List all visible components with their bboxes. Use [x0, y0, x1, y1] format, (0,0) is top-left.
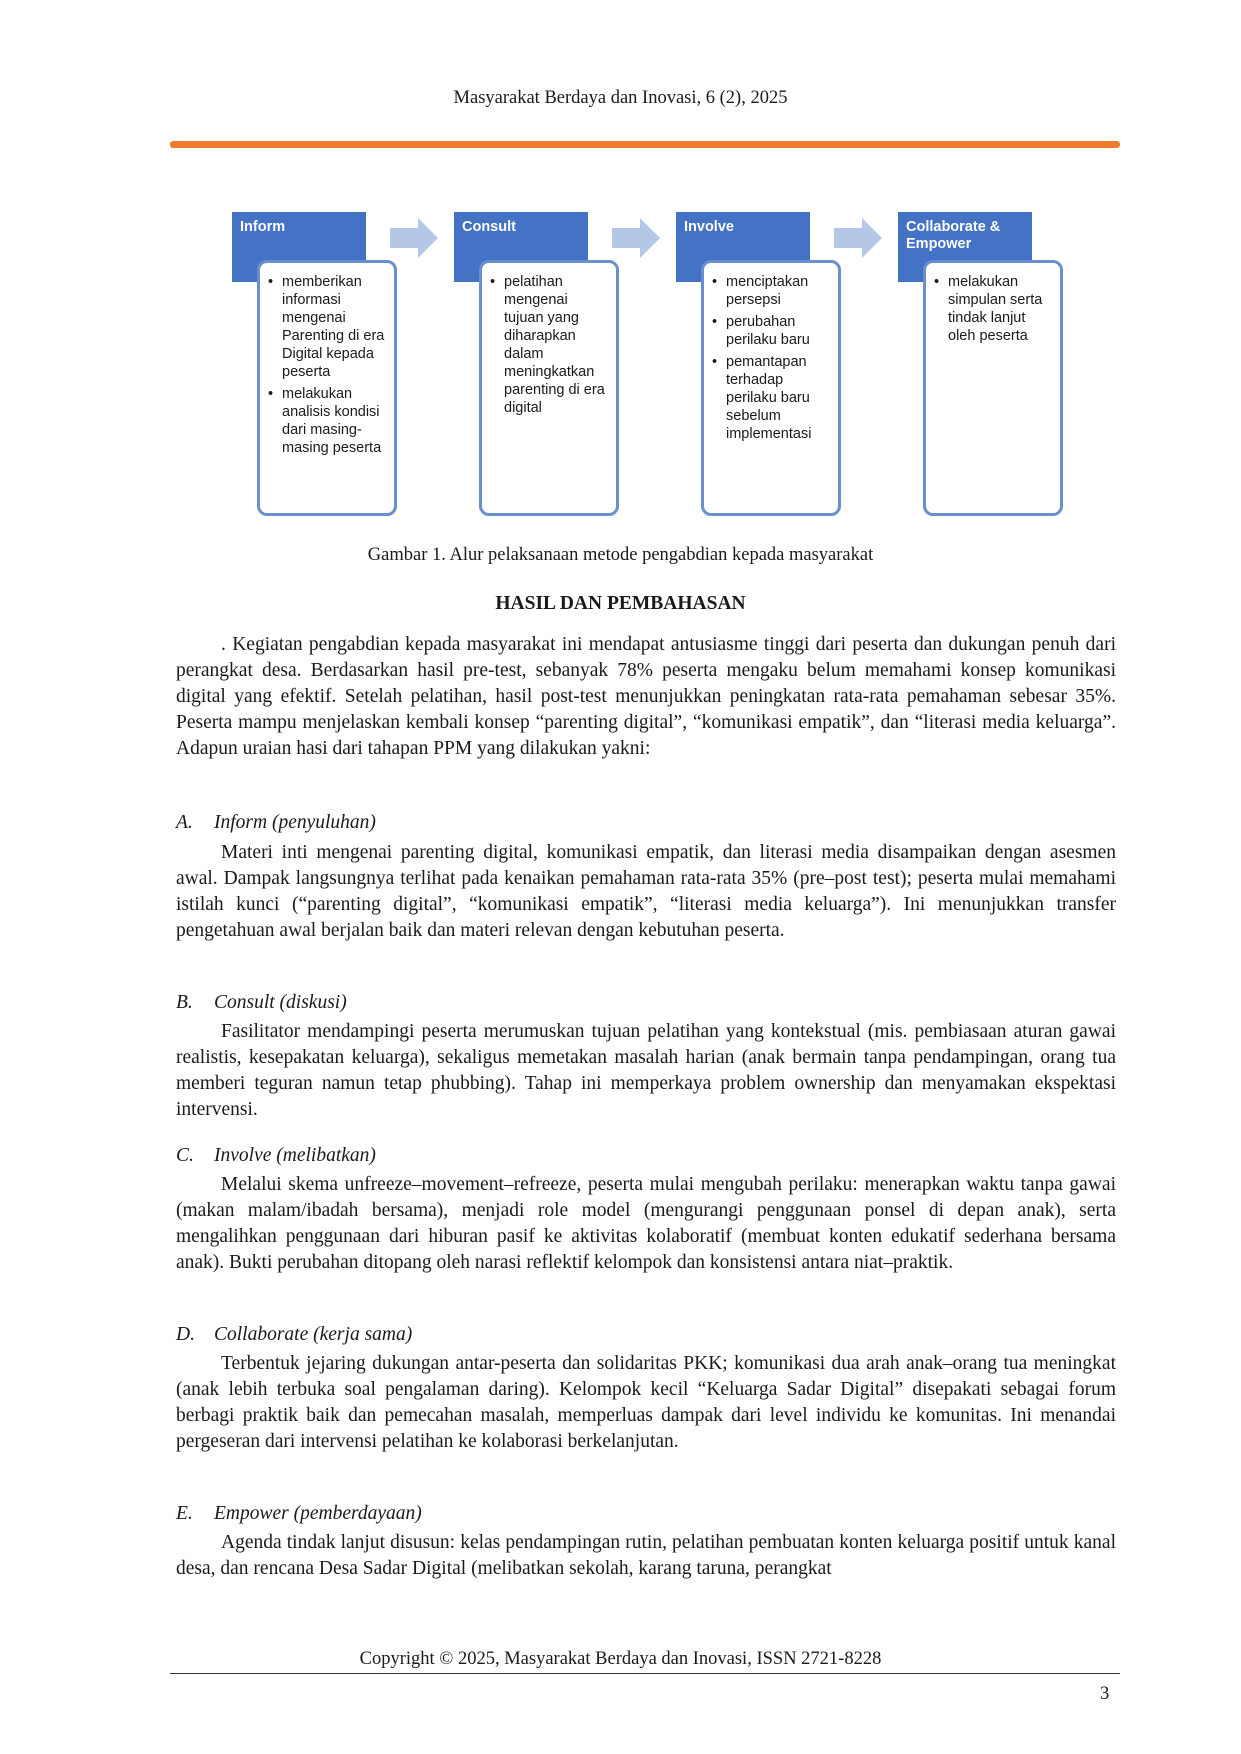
stage-item: • memberikan informasi mengenai Parenting di era Digital kepada peserta: [268, 273, 388, 381]
subsection-title: Collaborate (kerja sama): [214, 1324, 413, 1345]
stage-collaborate-empower: [896, 210, 1066, 520]
stage-inform: [230, 210, 400, 520]
subsection-paragraph: Materi inti mengenai parenting digital, komunikasi empatik, dan literasi media disampaikan dengan asesmen awal. Dampak langsungnya terlihat pada kenaikan pemahaman rata-rata 35% (pre–post test); peserta mulai memahami istilah kunci (“parenting digital”, “komunikasi empatik”, “literasi media keluarga”). Ini menunjukkan transfer pengetahuan awal berjalan baik dan materi relevan dengan kebutuhan peserta.: [176, 842, 1116, 941]
stage-content: [257, 260, 397, 516]
subsection-letter: D.: [176, 1324, 195, 1345]
subsection-letter: A.: [176, 812, 193, 833]
subsection-heading: [176, 1322, 412, 1348]
stage-involve: [674, 210, 844, 520]
subsection-paragraph: Fasilitator mendampingi peserta merumuskan tujuan pelatihan yang kontekstual (mis. pembiasaan aturan gawai realistis, kesepakatan keluarga), sekaligus memetakan masalah harian (anak bermain tanpa pendampingan, orang tua memberi teguran namun tetap phubbing). Tahap ini memperkaya problem ownership dan menyamakan ekspektasi intervensi.: [176, 1021, 1116, 1120]
subsection-letter: C.: [176, 1145, 194, 1166]
subsection-heading: [176, 1501, 422, 1527]
subsection-title: Consult (diskusi): [214, 992, 347, 1013]
footer-rule: [170, 1673, 1120, 1674]
subsection-paragraph: Melalui skema unfreeze–movement–refreeze, peserta mulai mengubah perilaku: menerapkan waktu tanpa gawai (makan malam/ibadah bersama), menjadi role model (mengurangi penggunaan ponsel di depan anak), serta mengalihkan penggunaan dari hiburan pasif ke aktivitas kolaboratif (membuat konten edukatif sederhana bersama anak). Bukti perubahan ditopang oleh narasi reflektif kelompok dan konsistensi antara niat–praktik.: [176, 1174, 1116, 1273]
stage-title: Involve: [676, 212, 810, 282]
subsection-title: Involve (melibatkan): [214, 1145, 376, 1166]
intro-paragraph: . Kegiatan pengabdian kepada masyarakat ini mendapat antusiasme tinggi dari peserta dan dukungan penuh dari perangkat desa. Berdasarkan hasil pre-test, sebanyak 78% peserta mengaku belum memahami konsep komunikasi digital yang efektif. Setelah pelatihan, hasil post-test menunjukkan peningkatan rata-rata pemahaman sebesar 35%. Peserta mampu menjelaskan kembali konsep “parenting digital”, “komunikasi empatik”, dan “literasi media keluarga”. Adapun uraian hasi dari tahapan PPM yang dilakukan yakni:: [176, 634, 1116, 759]
copyright-footer: Copyright © 2025, Masyarakat Berdaya dan Inovasi, ISSN 2721-8228: [359, 1649, 882, 1669]
subsection-letter: E.: [176, 1503, 193, 1524]
arrow-right-icon: [834, 218, 882, 258]
stage-item: • pemantapan terhadap perilaku baru sebelum implementasi: [712, 353, 832, 443]
stage-item: • menciptakan persepsi: [712, 273, 832, 309]
figure-caption: Gambar 1. Alur pelaksanaan metode pengabdian kepada masyarakat: [367, 545, 874, 565]
subsection-paragraph: Agenda tindak lanjut disusun: kelas pendampingan rutin, pelatihan pembuatan konten keluarga positif untuk kanal desa, dan rencana Desa Sadar Digital (melibatkan sekolah, karang taruna, perangkat: [176, 1532, 1116, 1579]
subsection-title: Inform (penyuluhan): [214, 812, 376, 833]
journal-header: Masyarakat Berdaya dan Inovasi, 6 (2), 2025: [453, 88, 788, 108]
stage-content: [479, 260, 619, 516]
page-number: 3: [1100, 1684, 1110, 1704]
subsection-paragraph: Terbentuk jejaring dukungan antar-peserta dan solidaritas PKK; komunikasi dua arah anak–orang tua meningkat (anak lebih terbuka soal pengalaman daring). Kelompok kecil “Keluarga Sadar Digital” disepakati sebagai forum berbagi praktik baik dan pemecahan masalah, memperluas dampak dari level individu ke komunitas. Ini menandai pergeseran dari intervensi pelatihan ke kolaborasi berkelanjutan.: [176, 1353, 1116, 1452]
method-flow-diagram: [230, 210, 1070, 520]
subsection-letter: B.: [176, 992, 193, 1013]
stage-consult: [452, 210, 622, 520]
stage-item: • pelatihan mengenai tujuan yang diharapkan dalam meningkatkan parenting di era digital: [490, 273, 610, 417]
stage-item: • perubahan perilaku baru: [712, 313, 832, 349]
header-rule: [170, 141, 1120, 148]
arrow-right-icon: [390, 218, 438, 258]
subsection-heading: [176, 990, 347, 1016]
stage-content: [701, 260, 841, 516]
stage-title: Consult: [454, 212, 588, 282]
subsection-heading: [176, 1143, 376, 1169]
stage-content: [923, 260, 1063, 516]
section-title: HASIL DAN PEMBAHASAN: [495, 593, 746, 614]
stage-item: • melakukan analisis kondisi dari masing-masing peserta: [268, 385, 388, 457]
arrow-right-icon: [612, 218, 660, 258]
stage-title: Inform: [232, 212, 366, 282]
stage-title: Collaborate & Empower: [898, 212, 1032, 282]
stage-item: • melakukan simpulan serta tindak lanjut oleh peserta: [934, 273, 1054, 345]
subsection-heading: [176, 810, 376, 836]
subsection-title: Empower (pemberdayaan): [214, 1503, 422, 1524]
